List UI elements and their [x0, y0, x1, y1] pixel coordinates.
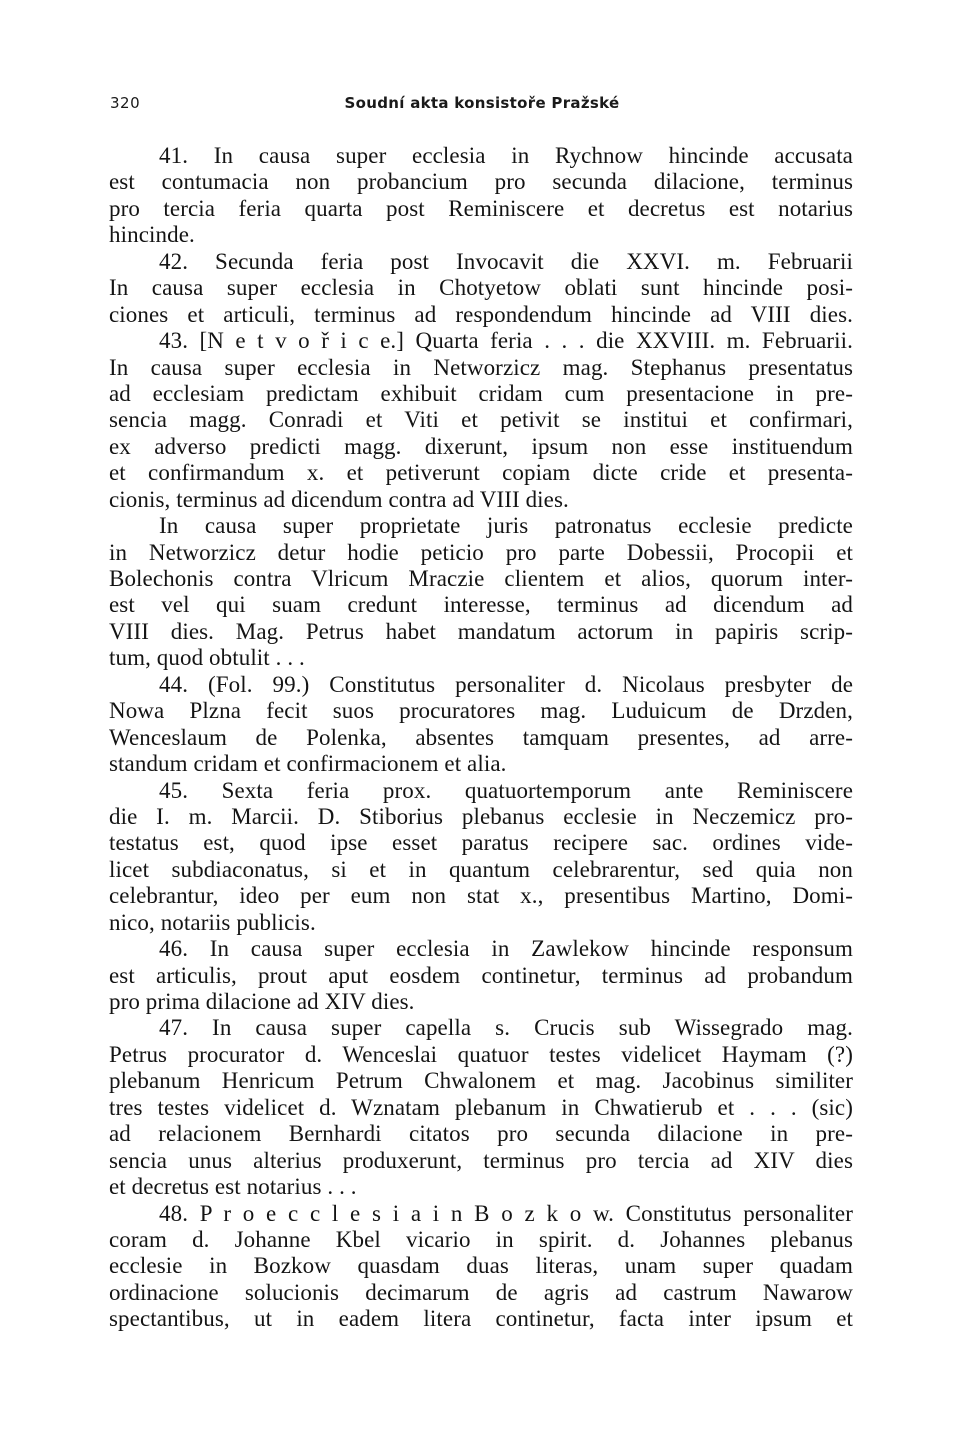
body-text [109, 143, 853, 1333]
text-line: pro tercia feria quarta post Reminiscere et decretus est notarius [109, 195, 853, 221]
running-title: Soudní akta konsistoře Pražské [344, 94, 620, 112]
text-line: coram d. Johanne Kbel vicario in spirit. d. Johannes plebanus [109, 1226, 853, 1252]
text-line: testatus est, quod ipse esset paratus recipere sac. ordines vide- [109, 830, 853, 856]
text-line: In causa super ecclesia in Networzicz mag. Stephanus presentatus [109, 354, 853, 380]
text-line: ex adverso predicti magg. dixerunt, ipsum non esse instituendum [109, 433, 853, 459]
text-line: In causa super ecclesia in Chotyetow oblati sunt hincinde posi- [109, 275, 853, 301]
text-line: sencia magg. Conradi et Viti et petivit se institui et confirmari, [109, 407, 853, 433]
text-line: spectantibus, ut in eadem litera continetur, facta inter ipsum et [109, 1306, 853, 1332]
text-line: die I. m. Marcii. D. Stiborius plebanus ecclesie in Neczemicz pro- [109, 803, 853, 829]
text-line: est contumacia non probancium pro secunda dilacione, terminus [109, 169, 853, 195]
text-line: standum cridam et confirmacionem et alia. [109, 751, 507, 777]
text-line: ordinacione solucionis decimarum de agris ad castrum Nawarow [109, 1279, 853, 1305]
text-line: VIII dies. Mag. Petrus habet mandatum actorum in papiris scrip- [109, 618, 853, 644]
text-line: ciones et articuli, terminus ad respondendum hincinde ad VIII dies. [109, 301, 853, 327]
text-line: tres testes videlicet d. Wznatam plebanum in Chwatierub et . . . (sic) [109, 1094, 853, 1120]
text-line: 44. (Fol. 99.) Constitutus personaliter d. Nicolaus presbyter de [159, 671, 853, 697]
text-line: 43. [N e t v o ř i c e.] Quarta feria . . . die XXVIII. m. Februarii. [159, 328, 853, 354]
text-line: 46. In causa super ecclesia in Zawlekow hincinde responsum [159, 936, 853, 962]
text-line: est vel qui suam credunt interesse, terminus ad dicendum ad [109, 592, 853, 618]
page-number: 320 [110, 94, 141, 112]
text-line: Nowa Plzna fecit suos procuratores mag. Luduicum de Drzden, [109, 698, 853, 724]
text-line: pro prima dilacione ad XIV dies. [109, 989, 415, 1014]
text-line: Bolechonis contra Vlricum Mraczie clientem et alios, quorum inter- [109, 566, 853, 591]
text-line: ad ecclesiam predictam exhibuit cridam cum presentacione in pre- [109, 380, 853, 406]
text-line: et confirmandum x. et petiverunt copiam dicte cride et presenta- [109, 460, 853, 486]
text-line: 48. P r o e c c l e s i a i n B o z k o w. Constitutus personaliter [159, 1200, 853, 1226]
text-line: est articulis, prout aput eosdem continetur, terminus ad probandum [109, 962, 853, 988]
text-line: hincinde. [109, 222, 195, 248]
text-line: licet subdiaconatus, si et in quantum celebrarentur, sed quia non [109, 856, 853, 882]
text-line: ecclesie in Bozkow quasdam duas literas, unam super quadam [109, 1253, 853, 1279]
running-header [110, 94, 854, 118]
text-line: tum, quod obtulit . . . [109, 645, 305, 671]
text-line: sencia unus alterius produxerunt, terminus pro tercia ad XIV dies [109, 1147, 853, 1173]
text-line: plebanum Henricum Petrum Chwalonem et mag. Jacobinus similiter [109, 1068, 853, 1094]
text-line: in Networzicz detur hodie peticio pro parte Dobessii, Procopii et [109, 539, 853, 565]
text-line: 42. Secunda feria post Invocavit die XXVI. m. Februarii [159, 248, 853, 274]
text-line: 47. In causa super capella s. Crucis sub Wissegrado mag. [159, 1015, 853, 1041]
text-line: 45. Sexta feria prox. quatuortemporum ante Reminiscere [159, 777, 853, 803]
text-line: Wenceslaum de Polenka, absentes tamquam presentes, ad arre- [109, 724, 853, 750]
text-line: Petrus procurator d. Wenceslai quatuor testes videlicet Haymam (?) [109, 1041, 853, 1067]
text-line: In causa super proprietate juris patronatus ecclesie predicte [159, 513, 853, 539]
text-line: cionis, terminus ad dicendum contra ad VIII dies. [109, 486, 569, 512]
text-line: nico, notariis publicis. [109, 909, 316, 935]
text-line: celebrantur, ideo per eum non stat x., presentibus Martino, Domi- [109, 883, 853, 909]
text-line: ad relacionem Bernhardi citatos pro secunda dilacione in pre- [109, 1121, 853, 1147]
text-line: 41. In causa super ecclesia in Rychnow hincinde accusata [159, 143, 853, 168]
text-line: et decretus est notarius . . . [109, 1174, 357, 1200]
